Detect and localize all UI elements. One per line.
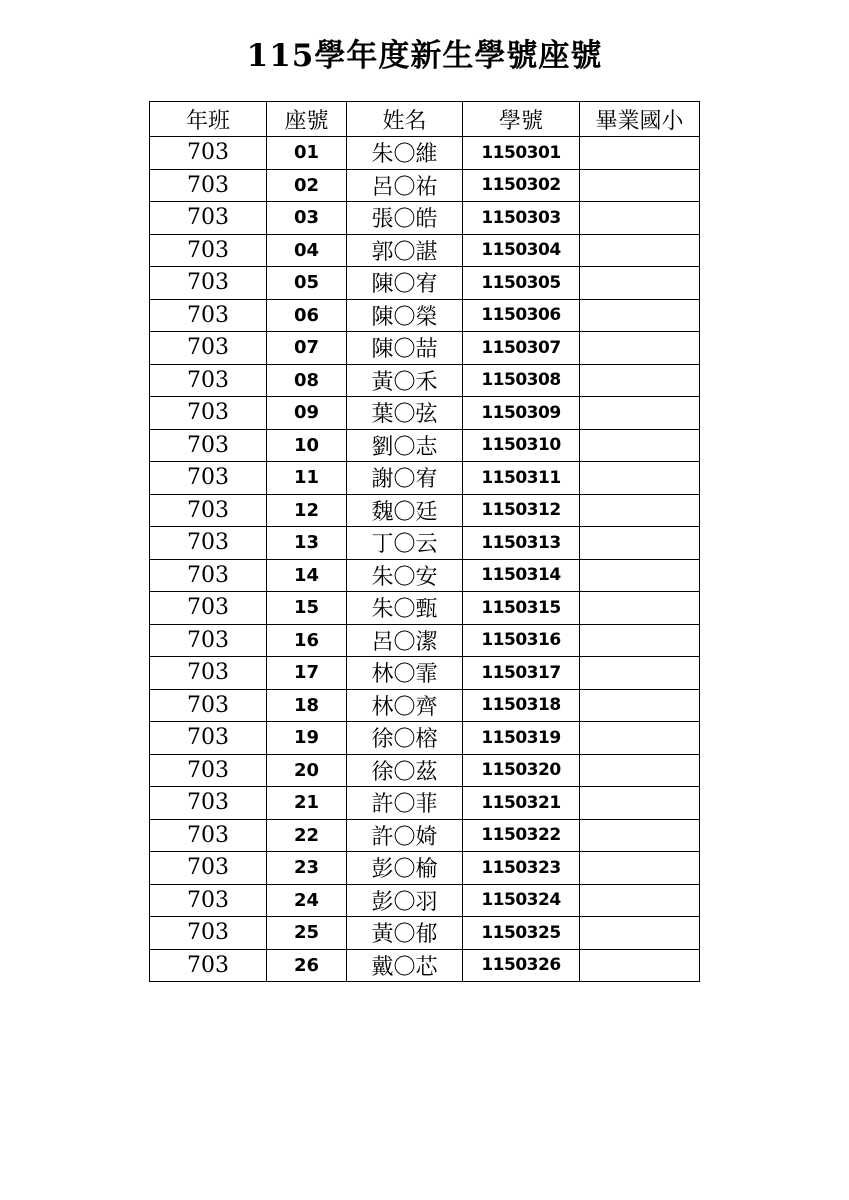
class-cell: 703 xyxy=(150,624,267,657)
class-cell: 703 xyxy=(150,267,267,300)
student-name-cell: 徐〇茲 xyxy=(347,754,463,787)
primary-school-cell xyxy=(580,429,700,462)
table-row xyxy=(150,137,700,170)
seat-number-cell: 07 xyxy=(267,332,347,365)
seat-number-cell: 17 xyxy=(267,657,347,690)
class-cell: 703 xyxy=(150,657,267,690)
class-cell: 703 xyxy=(150,722,267,755)
header-primary-school: 畢業國小 xyxy=(580,102,700,137)
student-name-cell: 葉〇弦 xyxy=(347,397,463,430)
table-row xyxy=(150,494,700,527)
student-name-cell: 謝〇宥 xyxy=(347,462,463,495)
seat-number-cell: 20 xyxy=(267,754,347,787)
table-row xyxy=(150,949,700,982)
student-id-cell: 1150304 xyxy=(463,234,580,267)
table-row xyxy=(150,819,700,852)
seat-number-cell: 12 xyxy=(267,494,347,527)
table-row xyxy=(150,364,700,397)
table-row xyxy=(150,234,700,267)
seat-number-cell: 08 xyxy=(267,364,347,397)
class-cell: 703 xyxy=(150,949,267,982)
primary-school-cell xyxy=(580,462,700,495)
primary-school-cell xyxy=(580,624,700,657)
student-id-cell: 1150312 xyxy=(463,494,580,527)
class-cell: 703 xyxy=(150,787,267,820)
student-name-cell: 徐〇榕 xyxy=(347,722,463,755)
seat-number-cell: 10 xyxy=(267,429,347,462)
student-id-cell: 1150311 xyxy=(463,462,580,495)
table-row xyxy=(150,202,700,235)
student-id-cell: 1150309 xyxy=(463,397,580,430)
class-cell: 703 xyxy=(150,169,267,202)
table-row xyxy=(150,527,700,560)
class-cell: 703 xyxy=(150,202,267,235)
class-cell: 703 xyxy=(150,137,267,170)
class-cell: 703 xyxy=(150,689,267,722)
primary-school-cell xyxy=(580,819,700,852)
primary-school-cell xyxy=(580,494,700,527)
seat-number-cell: 05 xyxy=(267,267,347,300)
seat-number-cell: 09 xyxy=(267,397,347,430)
class-cell: 703 xyxy=(150,819,267,852)
student-id-cell: 1150315 xyxy=(463,592,580,625)
seat-number-cell: 26 xyxy=(267,949,347,982)
primary-school-cell xyxy=(580,332,700,365)
table-row xyxy=(150,462,700,495)
page-title: 115學年度新生學號座號 xyxy=(246,38,603,74)
primary-school-cell xyxy=(580,397,700,430)
primary-school-cell xyxy=(580,169,700,202)
student-id-cell: 1150302 xyxy=(463,169,580,202)
primary-school-cell xyxy=(580,657,700,690)
class-cell: 703 xyxy=(150,852,267,885)
table-row xyxy=(150,689,700,722)
student-name-cell: 張〇皓 xyxy=(347,202,463,235)
student-id-cell: 1150307 xyxy=(463,332,580,365)
student-name-cell: 陳〇喆 xyxy=(347,332,463,365)
student-name-cell: 陳〇宥 xyxy=(347,267,463,300)
student-id-cell: 1150326 xyxy=(463,949,580,982)
table-row xyxy=(150,299,700,332)
student-name-cell: 林〇齊 xyxy=(347,689,463,722)
primary-school-cell xyxy=(580,267,700,300)
primary-school-cell xyxy=(580,722,700,755)
class-cell: 703 xyxy=(150,462,267,495)
seat-number-cell: 18 xyxy=(267,689,347,722)
table-row xyxy=(150,754,700,787)
student-name-cell: 呂〇潔 xyxy=(347,624,463,657)
student-id-cell: 1150310 xyxy=(463,429,580,462)
student-name-cell: 朱〇維 xyxy=(347,137,463,170)
seat-number-cell: 04 xyxy=(267,234,347,267)
student-name-cell: 魏〇廷 xyxy=(347,494,463,527)
primary-school-cell xyxy=(580,559,700,592)
student-id-cell: 1150318 xyxy=(463,689,580,722)
student-id-cell: 1150305 xyxy=(463,267,580,300)
student-name-cell: 丁〇云 xyxy=(347,527,463,560)
table-header xyxy=(150,102,700,137)
student-name-cell: 陳〇榮 xyxy=(347,299,463,332)
seat-number-cell: 13 xyxy=(267,527,347,560)
class-cell: 703 xyxy=(150,754,267,787)
class-cell: 703 xyxy=(150,234,267,267)
primary-school-cell xyxy=(580,137,700,170)
student-name-cell: 劉〇志 xyxy=(347,429,463,462)
student-name-cell: 郭〇諶 xyxy=(347,234,463,267)
primary-school-cell xyxy=(580,234,700,267)
table-row xyxy=(150,169,700,202)
class-cell: 703 xyxy=(150,917,267,950)
table-row xyxy=(150,624,700,657)
student-name-cell: 許〇菲 xyxy=(347,787,463,820)
seat-number-cell: 25 xyxy=(267,917,347,950)
student-roster-table xyxy=(149,101,700,982)
student-id-cell: 1150303 xyxy=(463,202,580,235)
class-cell: 703 xyxy=(150,884,267,917)
table-row xyxy=(150,722,700,755)
student-id-cell: 1150323 xyxy=(463,852,580,885)
table-row xyxy=(150,397,700,430)
header-row xyxy=(150,102,700,137)
student-name-cell: 戴〇芯 xyxy=(347,949,463,982)
class-cell: 703 xyxy=(150,429,267,462)
primary-school-cell xyxy=(580,884,700,917)
primary-school-cell xyxy=(580,689,700,722)
seat-number-cell: 21 xyxy=(267,787,347,820)
table-row xyxy=(150,884,700,917)
student-id-cell: 1150319 xyxy=(463,722,580,755)
student-id-cell: 1150308 xyxy=(463,364,580,397)
class-cell: 703 xyxy=(150,494,267,527)
student-name-cell: 呂〇祐 xyxy=(347,169,463,202)
student-name-cell: 朱〇甄 xyxy=(347,592,463,625)
table-body xyxy=(150,137,700,982)
student-name-cell: 朱〇安 xyxy=(347,559,463,592)
table-row xyxy=(150,429,700,462)
table-row xyxy=(150,917,700,950)
header-name: 姓名 xyxy=(347,102,463,137)
seat-number-cell: 22 xyxy=(267,819,347,852)
student-id-cell: 1150316 xyxy=(463,624,580,657)
seat-number-cell: 01 xyxy=(267,137,347,170)
header-class: 年班 xyxy=(150,102,267,137)
student-id-cell: 1150313 xyxy=(463,527,580,560)
primary-school-cell xyxy=(580,592,700,625)
primary-school-cell xyxy=(580,917,700,950)
student-name-cell: 黃〇禾 xyxy=(347,364,463,397)
class-cell: 703 xyxy=(150,559,267,592)
seat-number-cell: 16 xyxy=(267,624,347,657)
student-name-cell: 彭〇榆 xyxy=(347,852,463,885)
primary-school-cell xyxy=(580,754,700,787)
seat-number-cell: 23 xyxy=(267,852,347,885)
table-row xyxy=(150,787,700,820)
seat-number-cell: 11 xyxy=(267,462,347,495)
seat-number-cell: 03 xyxy=(267,202,347,235)
seat-number-cell: 06 xyxy=(267,299,347,332)
student-id-cell: 1150301 xyxy=(463,137,580,170)
primary-school-cell xyxy=(580,852,700,885)
class-cell: 703 xyxy=(150,299,267,332)
student-name-cell: 許〇婍 xyxy=(347,819,463,852)
table-row xyxy=(150,267,700,300)
student-name-cell: 林〇霏 xyxy=(347,657,463,690)
primary-school-cell xyxy=(580,299,700,332)
student-id-cell: 1150314 xyxy=(463,559,580,592)
class-cell: 703 xyxy=(150,397,267,430)
table-row xyxy=(150,332,700,365)
student-id-cell: 1150325 xyxy=(463,917,580,950)
class-cell: 703 xyxy=(150,332,267,365)
header-student-id: 學號 xyxy=(463,102,580,137)
table-row xyxy=(150,852,700,885)
primary-school-cell xyxy=(580,787,700,820)
primary-school-cell xyxy=(580,527,700,560)
table-row xyxy=(150,559,700,592)
student-name-cell: 彭〇羽 xyxy=(347,884,463,917)
primary-school-cell xyxy=(580,202,700,235)
student-id-cell: 1150306 xyxy=(463,299,580,332)
student-id-cell: 1150320 xyxy=(463,754,580,787)
primary-school-cell xyxy=(580,949,700,982)
student-id-cell: 1150321 xyxy=(463,787,580,820)
seat-number-cell: 15 xyxy=(267,592,347,625)
student-id-cell: 1150324 xyxy=(463,884,580,917)
table-row xyxy=(150,657,700,690)
student-id-cell: 1150322 xyxy=(463,819,580,852)
student-name-cell: 黃〇郁 xyxy=(347,917,463,950)
primary-school-cell xyxy=(580,364,700,397)
student-id-cell: 1150317 xyxy=(463,657,580,690)
class-cell: 703 xyxy=(150,527,267,560)
seat-number-cell: 02 xyxy=(267,169,347,202)
seat-number-cell: 24 xyxy=(267,884,347,917)
class-cell: 703 xyxy=(150,364,267,397)
seat-number-cell: 14 xyxy=(267,559,347,592)
table-row xyxy=(150,592,700,625)
header-seat: 座號 xyxy=(267,102,347,137)
seat-number-cell: 19 xyxy=(267,722,347,755)
class-cell: 703 xyxy=(150,592,267,625)
